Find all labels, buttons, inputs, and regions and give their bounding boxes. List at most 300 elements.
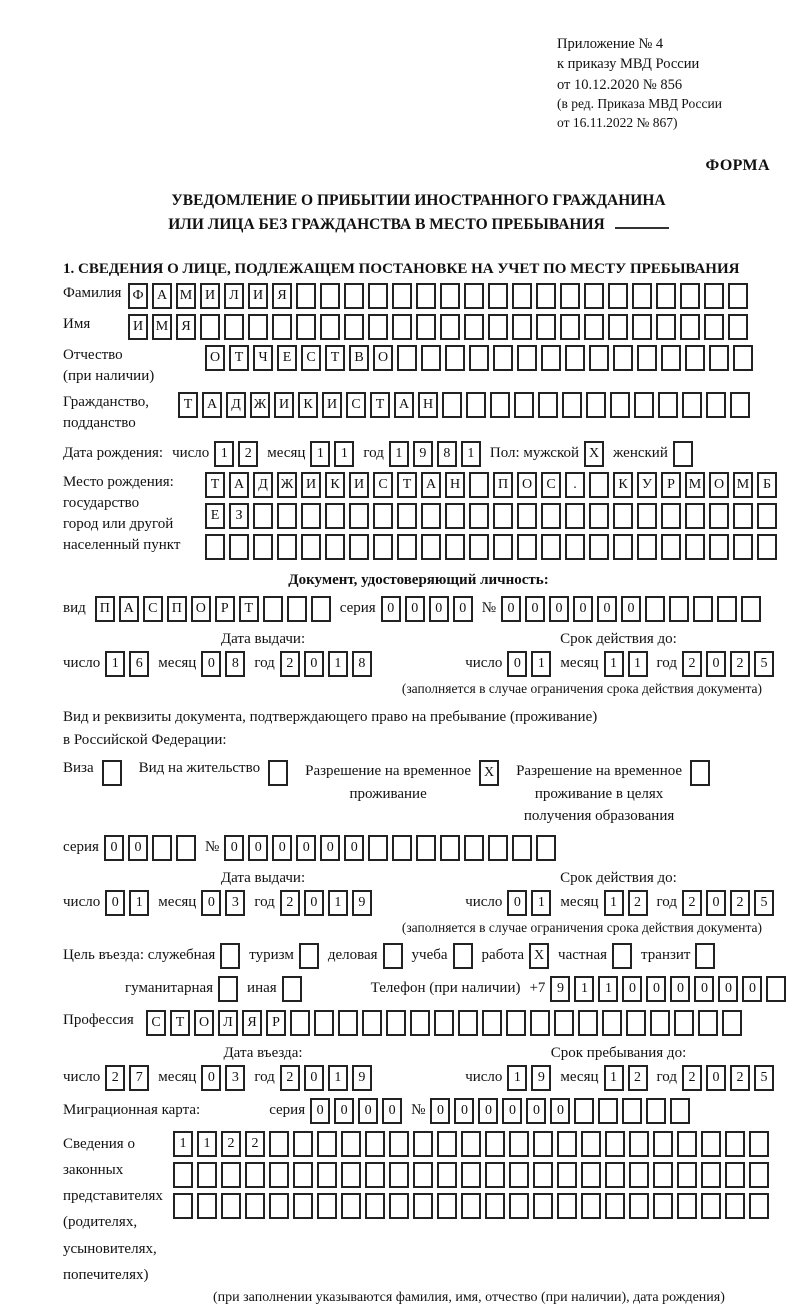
- form-cell[interactable]: 0: [525, 596, 545, 622]
- form-cell[interactable]: [634, 392, 654, 418]
- form-cell[interactable]: 0: [304, 1065, 324, 1091]
- form-cell[interactable]: [368, 835, 388, 861]
- representatives-row1[interactable]: [173, 1131, 769, 1157]
- form-cell[interactable]: А: [152, 283, 172, 309]
- form-cell[interactable]: 1: [604, 1065, 624, 1091]
- form-cell[interactable]: [512, 283, 532, 309]
- form-cell[interactable]: Т: [239, 596, 259, 622]
- form-cell[interactable]: [293, 1193, 313, 1219]
- form-cell[interactable]: И: [128, 314, 148, 340]
- form-cell[interactable]: Р: [661, 472, 681, 498]
- form-cell[interactable]: 1: [461, 441, 481, 467]
- form-cell[interactable]: [685, 534, 705, 560]
- form-cell[interactable]: [421, 345, 441, 371]
- form-cell[interactable]: П: [493, 472, 513, 498]
- form-cell[interactable]: [317, 1193, 337, 1219]
- form-cell[interactable]: [269, 1131, 289, 1157]
- form-cell[interactable]: 2: [280, 1065, 300, 1091]
- surname-input[interactable]: [128, 283, 748, 309]
- form-cell[interactable]: [725, 1162, 745, 1188]
- form-cell[interactable]: 1: [328, 1065, 348, 1091]
- form-cell[interactable]: 0: [742, 976, 762, 1002]
- form-cell[interactable]: В: [349, 345, 369, 371]
- form-cell[interactable]: 0: [718, 976, 738, 1002]
- permit-valid-month[interactable]: [604, 890, 648, 916]
- form-cell[interactable]: 5: [754, 651, 774, 677]
- form-cell[interactable]: Н: [445, 472, 465, 498]
- form-cell[interactable]: [610, 392, 630, 418]
- name-input[interactable]: [128, 314, 748, 340]
- birth-day-input[interactable]: [214, 441, 258, 467]
- form-cell[interactable]: [533, 1131, 553, 1157]
- form-cell[interactable]: [464, 314, 484, 340]
- form-cell[interactable]: П: [95, 596, 115, 622]
- form-cell[interactable]: [461, 1162, 481, 1188]
- form-cell[interactable]: Д: [253, 472, 273, 498]
- form-cell[interactable]: [509, 1162, 529, 1188]
- form-cell[interactable]: 1: [328, 651, 348, 677]
- sex-female-checkbox[interactable]: [673, 441, 693, 467]
- form-cell[interactable]: [650, 1010, 670, 1036]
- form-cell[interactable]: [749, 1131, 769, 1157]
- form-cell[interactable]: 0: [304, 651, 324, 677]
- stay-day[interactable]: [507, 1065, 551, 1091]
- form-cell[interactable]: [341, 1193, 361, 1219]
- form-cell[interactable]: [218, 976, 238, 1002]
- form-cell[interactable]: 0: [201, 1065, 221, 1091]
- form-cell[interactable]: [205, 534, 225, 560]
- permit-series-input[interactable]: [104, 835, 196, 861]
- form-cell[interactable]: 0: [507, 651, 527, 677]
- form-cell[interactable]: [622, 1098, 642, 1124]
- form-cell[interactable]: [392, 314, 412, 340]
- form-cell[interactable]: [197, 1162, 217, 1188]
- form-cell[interactable]: [605, 1162, 625, 1188]
- form-cell[interactable]: [589, 345, 609, 371]
- form-cell[interactable]: [653, 1131, 673, 1157]
- form-cell[interactable]: [509, 1131, 529, 1157]
- stay-month[interactable]: [604, 1065, 648, 1091]
- form-cell[interactable]: [557, 1193, 577, 1219]
- form-cell[interactable]: 1: [531, 651, 551, 677]
- form-cell[interactable]: [598, 1098, 618, 1124]
- form-cell[interactable]: [386, 1010, 406, 1036]
- form-cell[interactable]: [682, 392, 702, 418]
- form-cell[interactable]: [397, 345, 417, 371]
- form-cell[interactable]: 9: [413, 441, 433, 467]
- form-cell[interactable]: [613, 503, 633, 529]
- form-cell[interactable]: С: [301, 345, 321, 371]
- form-cell[interactable]: [389, 1193, 409, 1219]
- form-cell[interactable]: [685, 503, 705, 529]
- form-cell[interactable]: [373, 534, 393, 560]
- form-cell[interactable]: 0: [430, 1098, 450, 1124]
- form-cell[interactable]: 2: [628, 1065, 648, 1091]
- form-cell[interactable]: [493, 345, 513, 371]
- form-cell[interactable]: И: [322, 392, 342, 418]
- form-cell[interactable]: 9: [550, 976, 570, 1002]
- form-cell[interactable]: 0: [105, 890, 125, 916]
- form-cell[interactable]: [485, 1193, 505, 1219]
- form-cell[interactable]: 0: [248, 835, 268, 861]
- form-cell[interactable]: [221, 1162, 241, 1188]
- form-cell[interactable]: 0: [201, 651, 221, 677]
- form-cell[interactable]: 1: [574, 976, 594, 1002]
- form-cell[interactable]: [301, 503, 321, 529]
- form-cell[interactable]: [245, 1162, 265, 1188]
- form-cell[interactable]: [557, 1131, 577, 1157]
- permit-issue-year[interactable]: [280, 890, 372, 916]
- form-cell[interactable]: [586, 392, 606, 418]
- form-cell[interactable]: 2: [682, 1065, 702, 1091]
- form-cell[interactable]: [245, 1193, 265, 1219]
- form-cell[interactable]: [349, 534, 369, 560]
- form-cell[interactable]: [560, 314, 580, 340]
- patronymic-input[interactable]: [205, 345, 753, 371]
- form-cell[interactable]: [320, 314, 340, 340]
- form-cell[interactable]: [102, 760, 122, 786]
- form-cell[interactable]: [311, 596, 331, 622]
- form-cell[interactable]: [272, 314, 292, 340]
- form-cell[interactable]: [248, 314, 268, 340]
- phone-input[interactable]: [550, 976, 786, 1002]
- form-cell[interactable]: [296, 283, 316, 309]
- doc-issue-day[interactable]: [105, 651, 149, 677]
- form-cell[interactable]: [488, 314, 508, 340]
- form-cell[interactable]: 1: [604, 651, 624, 677]
- form-cell[interactable]: [253, 503, 273, 529]
- form-cell[interactable]: [277, 534, 297, 560]
- form-cell[interactable]: 1: [214, 441, 234, 467]
- form-cell[interactable]: 0: [296, 835, 316, 861]
- form-cell[interactable]: [658, 392, 678, 418]
- form-cell[interactable]: [560, 283, 580, 309]
- form-cell[interactable]: [416, 283, 436, 309]
- form-cell[interactable]: [317, 1131, 337, 1157]
- form-cell[interactable]: 0: [128, 835, 148, 861]
- form-cell[interactable]: 0: [224, 835, 244, 861]
- form-cell[interactable]: [698, 1010, 718, 1036]
- form-cell[interactable]: [629, 1162, 649, 1188]
- form-cell[interactable]: [608, 283, 628, 309]
- form-cell[interactable]: 0: [526, 1098, 546, 1124]
- form-cell[interactable]: X: [479, 760, 499, 786]
- form-cell[interactable]: [581, 1193, 601, 1219]
- form-cell[interactable]: С: [146, 1010, 166, 1036]
- form-cell[interactable]: Т: [170, 1010, 190, 1036]
- form-cell[interactable]: 1: [389, 441, 409, 467]
- form-cell[interactable]: [493, 534, 513, 560]
- form-cell[interactable]: [469, 345, 489, 371]
- form-cell[interactable]: [341, 1131, 361, 1157]
- form-cell[interactable]: 1: [197, 1131, 217, 1157]
- migration-number-input[interactable]: [430, 1098, 690, 1124]
- form-cell[interactable]: О: [709, 472, 729, 498]
- form-cell[interactable]: 3: [225, 1065, 245, 1091]
- form-cell[interactable]: [637, 534, 657, 560]
- form-cell[interactable]: 0: [706, 651, 726, 677]
- form-cell[interactable]: [512, 314, 532, 340]
- form-cell[interactable]: [677, 1193, 697, 1219]
- form-cell[interactable]: К: [325, 472, 345, 498]
- form-cell[interactable]: 2: [682, 890, 702, 916]
- form-cell[interactable]: [349, 503, 369, 529]
- form-cell[interactable]: [536, 314, 556, 340]
- form-cell[interactable]: Я: [176, 314, 196, 340]
- form-cell[interactable]: Т: [370, 392, 390, 418]
- form-cell[interactable]: [440, 314, 460, 340]
- form-cell[interactable]: [733, 345, 753, 371]
- form-cell[interactable]: [626, 1010, 646, 1036]
- form-cell[interactable]: 0: [706, 890, 726, 916]
- form-cell[interactable]: [733, 534, 753, 560]
- form-cell[interactable]: [574, 1098, 594, 1124]
- form-cell[interactable]: З: [229, 503, 249, 529]
- form-cell[interactable]: 5: [754, 1065, 774, 1091]
- form-cell[interactable]: [757, 503, 777, 529]
- form-cell[interactable]: [709, 345, 729, 371]
- form-cell[interactable]: [200, 314, 220, 340]
- form-cell[interactable]: [461, 1193, 481, 1219]
- birth-month-input[interactable]: [310, 441, 354, 467]
- form-cell[interactable]: [493, 503, 513, 529]
- form-cell[interactable]: [565, 503, 585, 529]
- form-cell[interactable]: [661, 345, 681, 371]
- form-cell[interactable]: 9: [352, 1065, 372, 1091]
- form-cell[interactable]: [674, 1010, 694, 1036]
- form-cell[interactable]: Л: [224, 283, 244, 309]
- form-cell[interactable]: 2: [280, 651, 300, 677]
- form-cell[interactable]: [301, 534, 321, 560]
- form-cell[interactable]: 2: [730, 1065, 750, 1091]
- form-cell[interactable]: [466, 392, 486, 418]
- form-cell[interactable]: [362, 1010, 382, 1036]
- form-cell[interactable]: М: [176, 283, 196, 309]
- form-cell[interactable]: [557, 1162, 577, 1188]
- form-cell[interactable]: У: [637, 472, 657, 498]
- doc-kind-input[interactable]: [95, 596, 331, 622]
- form-cell[interactable]: 0: [478, 1098, 498, 1124]
- form-cell[interactable]: Е: [277, 345, 297, 371]
- form-cell[interactable]: [325, 503, 345, 529]
- form-cell[interactable]: Р: [215, 596, 235, 622]
- form-cell[interactable]: С: [541, 472, 561, 498]
- form-cell[interactable]: [469, 503, 489, 529]
- form-cell[interactable]: М: [685, 472, 705, 498]
- form-cell[interactable]: С: [373, 472, 393, 498]
- form-cell[interactable]: [766, 976, 786, 1002]
- entry-month[interactable]: [201, 1065, 245, 1091]
- form-cell[interactable]: 0: [304, 890, 324, 916]
- form-cell[interactable]: 0: [694, 976, 714, 1002]
- form-cell[interactable]: [416, 314, 436, 340]
- form-cell[interactable]: .: [565, 472, 585, 498]
- form-cell[interactable]: Л: [218, 1010, 238, 1036]
- form-cell[interactable]: X: [529, 943, 549, 969]
- form-cell[interactable]: [341, 1162, 361, 1188]
- form-cell[interactable]: 8: [352, 651, 372, 677]
- form-cell[interactable]: [632, 314, 652, 340]
- doc-series-input[interactable]: [381, 596, 473, 622]
- form-cell[interactable]: [661, 503, 681, 529]
- form-cell[interactable]: 7: [129, 1065, 149, 1091]
- purpose-transit-checkbox[interactable]: [695, 943, 715, 969]
- form-cell[interactable]: К: [613, 472, 633, 498]
- form-cell[interactable]: 0: [358, 1098, 378, 1124]
- form-cell[interactable]: 1: [173, 1131, 193, 1157]
- form-cell[interactable]: [368, 314, 388, 340]
- form-cell[interactable]: [661, 534, 681, 560]
- form-cell[interactable]: [530, 1010, 550, 1036]
- form-cell[interactable]: [397, 534, 417, 560]
- form-cell[interactable]: [693, 596, 713, 622]
- form-cell[interactable]: [485, 1131, 505, 1157]
- form-cell[interactable]: Е: [205, 503, 225, 529]
- form-cell[interactable]: [637, 345, 657, 371]
- form-cell[interactable]: [589, 534, 609, 560]
- form-cell[interactable]: Т: [205, 472, 225, 498]
- form-cell[interactable]: П: [167, 596, 187, 622]
- form-cell[interactable]: 0: [501, 596, 521, 622]
- sex-male-checkbox[interactable]: [584, 441, 604, 467]
- form-cell[interactable]: 0: [597, 596, 617, 622]
- form-cell[interactable]: [541, 503, 561, 529]
- form-cell[interactable]: [541, 345, 561, 371]
- form-cell[interactable]: [565, 534, 585, 560]
- form-cell[interactable]: [314, 1010, 334, 1036]
- form-cell[interactable]: [453, 943, 473, 969]
- form-cell[interactable]: [344, 283, 364, 309]
- form-cell[interactable]: [728, 314, 748, 340]
- form-cell[interactable]: [709, 503, 729, 529]
- form-cell[interactable]: [512, 835, 532, 861]
- form-cell[interactable]: [645, 596, 665, 622]
- form-cell[interactable]: [464, 283, 484, 309]
- form-cell[interactable]: М: [733, 472, 753, 498]
- form-cell[interactable]: [536, 835, 556, 861]
- form-cell[interactable]: О: [194, 1010, 214, 1036]
- form-cell[interactable]: [536, 283, 556, 309]
- form-cell[interactable]: [608, 314, 628, 340]
- form-cell[interactable]: [677, 1162, 697, 1188]
- form-cell[interactable]: [413, 1193, 433, 1219]
- form-cell[interactable]: [605, 1193, 625, 1219]
- form-cell[interactable]: [653, 1193, 673, 1219]
- form-cell[interactable]: [730, 392, 750, 418]
- form-cell[interactable]: [445, 503, 465, 529]
- form-cell[interactable]: Ч: [253, 345, 273, 371]
- form-cell[interactable]: 8: [225, 651, 245, 677]
- form-cell[interactable]: И: [200, 283, 220, 309]
- doc-issue-year[interactable]: [280, 651, 372, 677]
- form-cell[interactable]: 0: [507, 890, 527, 916]
- form-cell[interactable]: Д: [226, 392, 246, 418]
- form-cell[interactable]: 1: [628, 651, 648, 677]
- form-cell[interactable]: [533, 1162, 553, 1188]
- form-cell[interactable]: [338, 1010, 358, 1036]
- form-cell[interactable]: 0: [670, 976, 690, 1002]
- form-cell[interactable]: Я: [272, 283, 292, 309]
- form-cell[interactable]: [653, 1162, 673, 1188]
- form-cell[interactable]: 0: [454, 1098, 474, 1124]
- representatives-row3[interactable]: [173, 1193, 769, 1219]
- form-cell[interactable]: [605, 1131, 625, 1157]
- purpose-study-checkbox[interactable]: [453, 943, 473, 969]
- purpose-humanitarian-checkbox[interactable]: [218, 976, 238, 1002]
- form-cell[interactable]: 0: [706, 1065, 726, 1091]
- form-cell[interactable]: Т: [325, 345, 345, 371]
- form-cell[interactable]: Я: [242, 1010, 262, 1036]
- form-cell[interactable]: 5: [754, 890, 774, 916]
- doc-number-input[interactable]: [501, 596, 761, 622]
- form-cell[interactable]: А: [119, 596, 139, 622]
- form-cell[interactable]: [437, 1193, 457, 1219]
- form-cell[interactable]: 2: [628, 890, 648, 916]
- form-cell[interactable]: [317, 1162, 337, 1188]
- form-cell[interactable]: [562, 392, 582, 418]
- purpose-private-checkbox[interactable]: [612, 943, 632, 969]
- form-cell[interactable]: [541, 534, 561, 560]
- form-cell[interactable]: 0: [201, 890, 221, 916]
- form-cell[interactable]: [637, 503, 657, 529]
- form-cell[interactable]: [437, 1162, 457, 1188]
- form-cell[interactable]: 0: [573, 596, 593, 622]
- form-cell[interactable]: [685, 345, 705, 371]
- form-cell[interactable]: [416, 835, 436, 861]
- form-cell[interactable]: X: [584, 441, 604, 467]
- form-cell[interactable]: 2: [238, 441, 258, 467]
- form-cell[interactable]: [701, 1131, 721, 1157]
- form-cell[interactable]: 0: [104, 835, 124, 861]
- form-cell[interactable]: [434, 1010, 454, 1036]
- residence-permit-checkbox[interactable]: [268, 760, 288, 786]
- form-cell[interactable]: 3: [225, 890, 245, 916]
- form-cell[interactable]: 9: [531, 1065, 551, 1091]
- form-cell[interactable]: 1: [310, 441, 330, 467]
- form-cell[interactable]: Р: [266, 1010, 286, 1036]
- form-cell[interactable]: [646, 1098, 666, 1124]
- permit-valid-day[interactable]: [507, 890, 551, 916]
- form-cell[interactable]: [440, 835, 460, 861]
- form-cell[interactable]: [392, 283, 412, 309]
- profession-input[interactable]: [146, 1010, 742, 1036]
- form-cell[interactable]: 2: [221, 1131, 241, 1157]
- form-cell[interactable]: [410, 1010, 430, 1036]
- form-cell[interactable]: [229, 534, 249, 560]
- form-cell[interactable]: [320, 283, 340, 309]
- form-cell[interactable]: [365, 1162, 385, 1188]
- form-cell[interactable]: 0: [272, 835, 292, 861]
- form-cell[interactable]: [581, 1162, 601, 1188]
- form-cell[interactable]: 1: [328, 890, 348, 916]
- form-cell[interactable]: [757, 534, 777, 560]
- form-cell[interactable]: [613, 345, 633, 371]
- form-cell[interactable]: [725, 1131, 745, 1157]
- birth-place-row3[interactable]: [205, 534, 777, 560]
- form-cell[interactable]: [632, 283, 652, 309]
- form-cell[interactable]: 0: [646, 976, 666, 1002]
- form-cell[interactable]: 0: [549, 596, 569, 622]
- temp-permit-checkbox[interactable]: [479, 760, 499, 786]
- form-cell[interactable]: [152, 835, 172, 861]
- form-cell[interactable]: 2: [730, 651, 750, 677]
- form-cell[interactable]: [602, 1010, 622, 1036]
- purpose-official-checkbox[interactable]: [220, 943, 240, 969]
- form-cell[interactable]: [253, 534, 273, 560]
- form-cell[interactable]: [506, 1010, 526, 1036]
- form-cell[interactable]: И: [301, 472, 321, 498]
- form-cell[interactable]: 2: [105, 1065, 125, 1091]
